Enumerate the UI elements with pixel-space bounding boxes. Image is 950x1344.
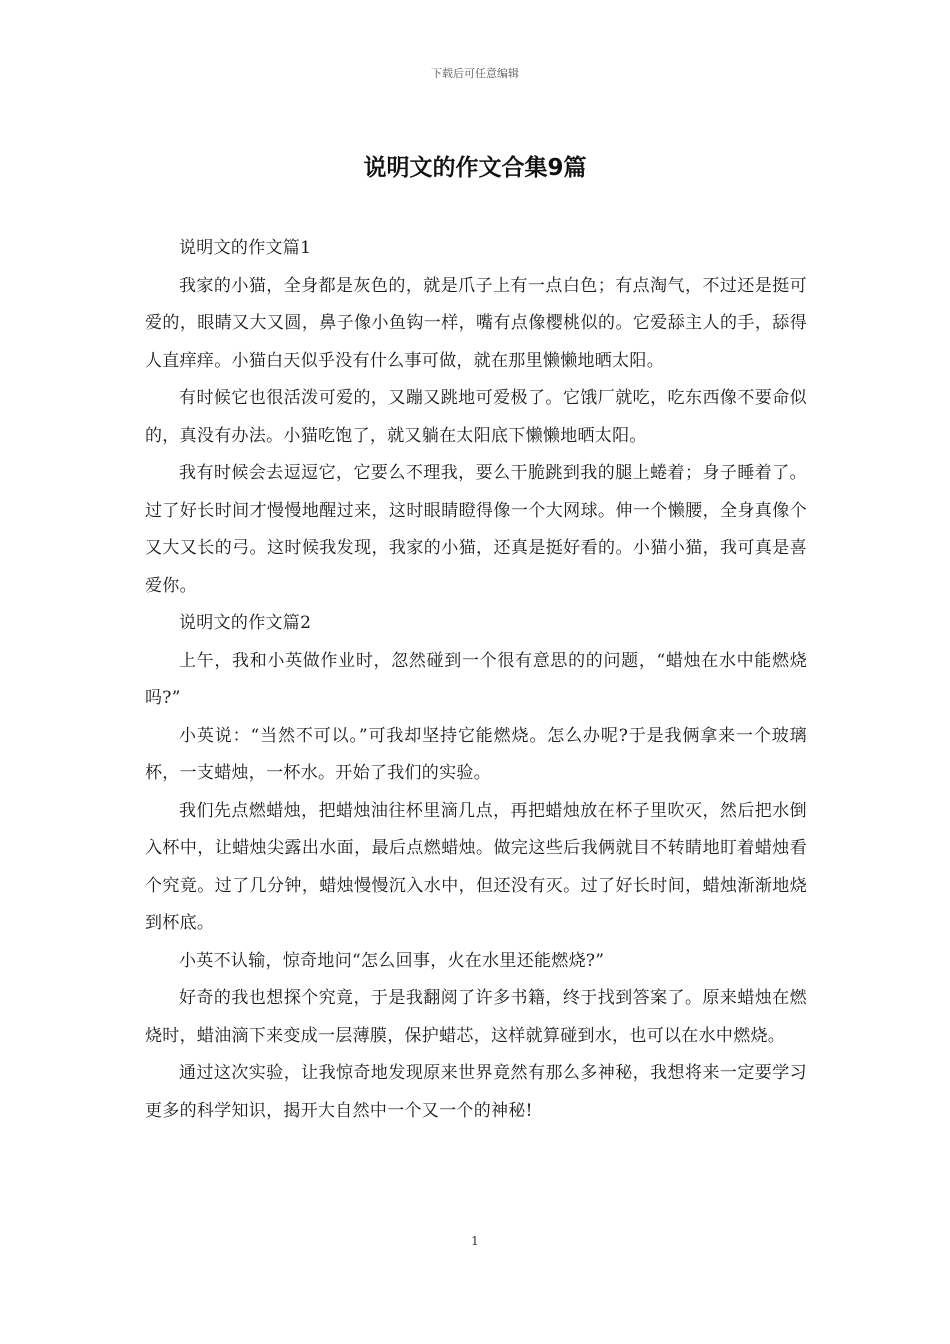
document-body (145, 230, 807, 1130)
page-number: 1 (471, 1234, 479, 1248)
section-heading: 说明文的作文篇1 (179, 238, 312, 258)
paragraph: 小英说：“当然不可以。”可我却坚持它能燃烧。怎么办呢?于是我俩拿来一个玻璃杯，一支蜡烛，一杯水。开始了我们的实验。 (145, 725, 807, 783)
paragraph: 有时候它也很活泼可爱的，又蹦又跳地可爱极了。它饿厂就吃，吃东西像不要命似的，真没有办法。小猫吃饱了，就又躺在太阳底下懒懒地晒太阳。 (145, 388, 807, 446)
paragraph: 上午，我和小英做作业时，忽然碰到一个很有意思的的问题，“蜡烛在水中能燃烧吗?” (145, 650, 807, 708)
paragraph: 好奇的我也想探个究竟，于是我翻阅了许多书籍，终于找到答案了。原来蜡烛在燃烧时，蜡油滴下来变成一层薄膜，保护蜡芯，这样就算碰到水，也可以在水中燃烧。 (145, 988, 807, 1046)
document-title: 说明文的作文合集9篇 (363, 155, 587, 181)
paragraph: 小英不认输，惊奇地问“怎么回事，火在水里还能燃烧?” (179, 950, 605, 971)
paragraph: 我们先点燃蜡烛，把蜡烛油往杯里滴几点，再把蜡烛放在杯子里吹灭，然后把水倒入杯中，让蜡烛尖露出水面，最后点燃蜡烛。做完这些后我俩就目不转睛地盯着蜡烛看个究竟。过了几分钟，蜡烛慢慢沉入水中，但还没有灭。过了好长时间，蜡烛渐渐地烧到杯底。 (145, 800, 807, 933)
page-header-note: 下载后可任意编辑 (431, 67, 519, 80)
paragraph: 通过这次实验，让我惊奇地发现原来世界竟然有那么多神秘，我想将来一定要学习更多的科学知识，揭开大自然中一个又一个的神秘! (145, 1063, 807, 1121)
paragraph: 我家的小猫，全身都是灰色的，就是爪子上有一点白色；有点淘气，不过还是挺可爱的，眼睛又大又圆，鼻子像小鱼钩一样，嘴有点像樱桃似的。它爱舔主人的手，舔得人直痒痒。小猫白天似乎没有什么事可做，就在那里懒懒地晒太阳。 (145, 275, 807, 371)
paragraph: 我有时候会去逗逗它，它要么不理我，要么干脆跳到我的腿上蜷着；身子睡着了。过了好长时间才慢慢地醒过来，这时眼睛瞪得像一个大网球。伸一个懒腰，全身真像个又大又长的弓。这时候我发现，我家的小猫，还真是挺好看的。小猫小猫，我可真是喜爱你。 (145, 463, 807, 596)
section-heading: 说明文的作文篇2 (179, 613, 312, 633)
